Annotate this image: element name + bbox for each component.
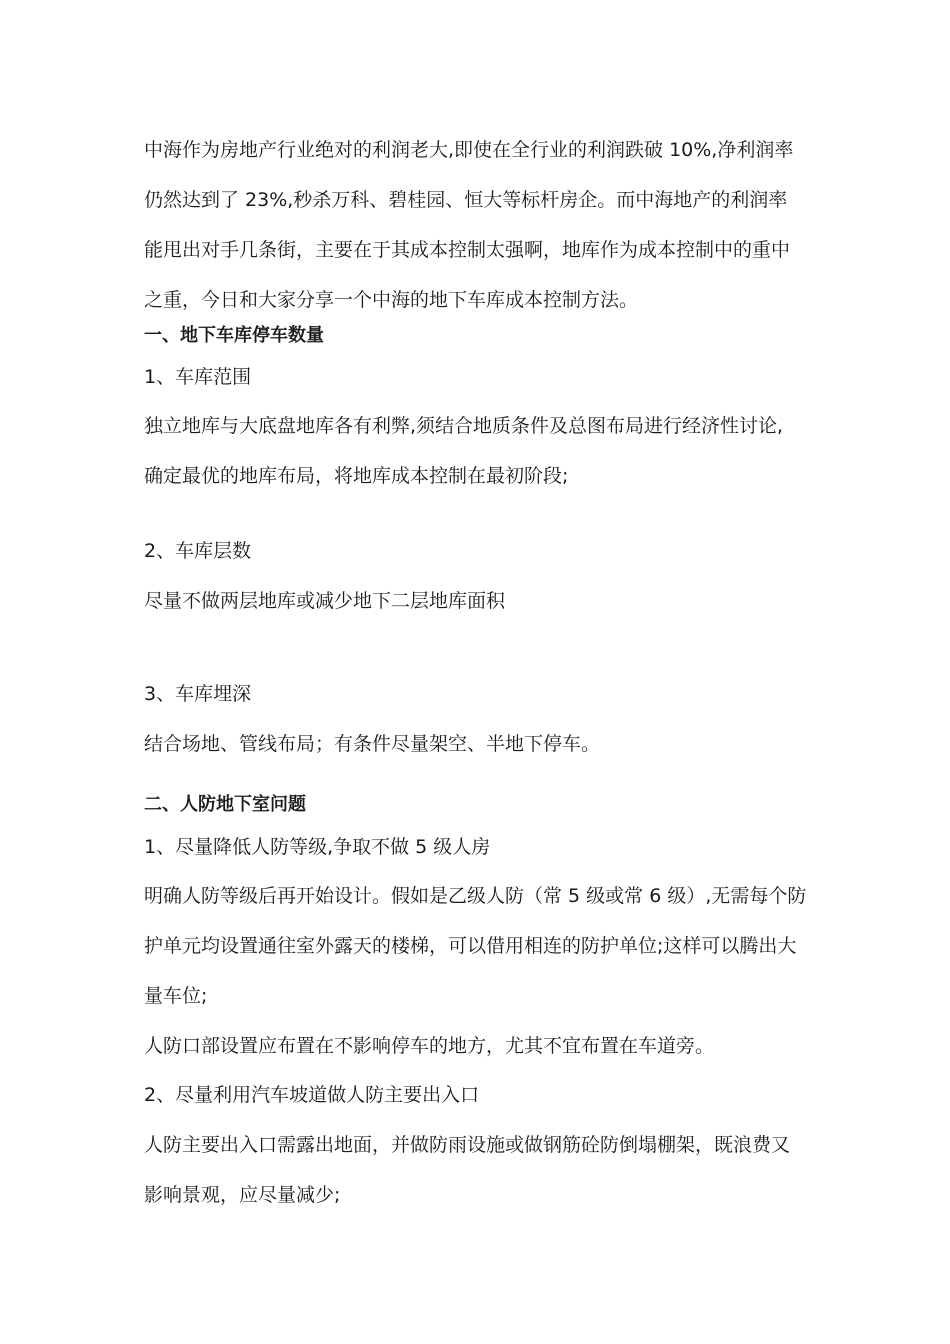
section-2-heading: 二、人防地下室问题 <box>144 794 306 815</box>
section-2-item-1-body-line-3: 量车位; <box>144 985 208 1007</box>
section-1-heading: 一、地下车库停车数量 <box>144 325 324 346</box>
section-2-item-2-title: 2、尽量利用汽车坡道做人防主要出入口 <box>144 1084 480 1106</box>
section-2-item-2-body-line-2: 影响景观，应尽量减少; <box>144 1184 341 1206</box>
intro-line-2: 仍然达到了 23%,秒杀万科、碧桂园、恒大等标杆房企。而中海地产的利润率 <box>144 189 788 211</box>
section-1-item-3-body: 结合场地、管线布局；有条件尽量架空、半地下停车。 <box>144 733 601 755</box>
section-1-item-2-title: 2、车库层数 <box>144 540 252 562</box>
section-2-item-1-body-line-2: 护单元均设置通往室外露天的楼梯，可以借用相连的防护单位;这样可以腾出大 <box>144 935 797 957</box>
section-2-item-1-extra: 人防口部设置应布置在不影响停车的地方，尤其不宜布置在车道旁。 <box>144 1035 715 1057</box>
section-1-item-1-body-line-1: 独立地库与大底盘地库各有利弊,须结合地质条件及总图布局进行经济性讨论, <box>144 415 784 437</box>
section-1-item-1-title: 1、车库范围 <box>144 366 252 388</box>
intro-line-1: 中海作为房地产行业绝对的利润老大,即使在全行业的利润跌破 10%,净利润率 <box>144 139 794 161</box>
section-1-item-1-body-line-2: 确定最优的地库布局，将地库成本控制在最初阶段; <box>144 465 569 487</box>
intro-line-4: 之重，今日和大家分享一个中海的地下车库成本控制方法。 <box>144 289 639 311</box>
section-2-item-1-body-line-1: 明确人防等级后再开始设计。假如是乙级人防（常 5 级或常 6 级）,无需每个防 <box>144 885 807 907</box>
section-2-item-2-body-line-1: 人防主要出入口需露出地面，并做防雨设施或做钢筋砼防倒塌棚架，既浪费又 <box>144 1134 791 1156</box>
intro-line-3: 能甩出对手几条街，主要在于其成本控制太强啊，地库作为成本控制中的重中 <box>144 239 791 261</box>
section-1-item-2-body: 尽量不做两层地库或减少地下二层地库面积 <box>144 590 506 612</box>
section-2-item-1-title: 1、尽量降低人防等级,争取不做 5 级人房 <box>144 836 491 858</box>
section-1-item-3-title: 3、车库埋深 <box>144 683 252 705</box>
